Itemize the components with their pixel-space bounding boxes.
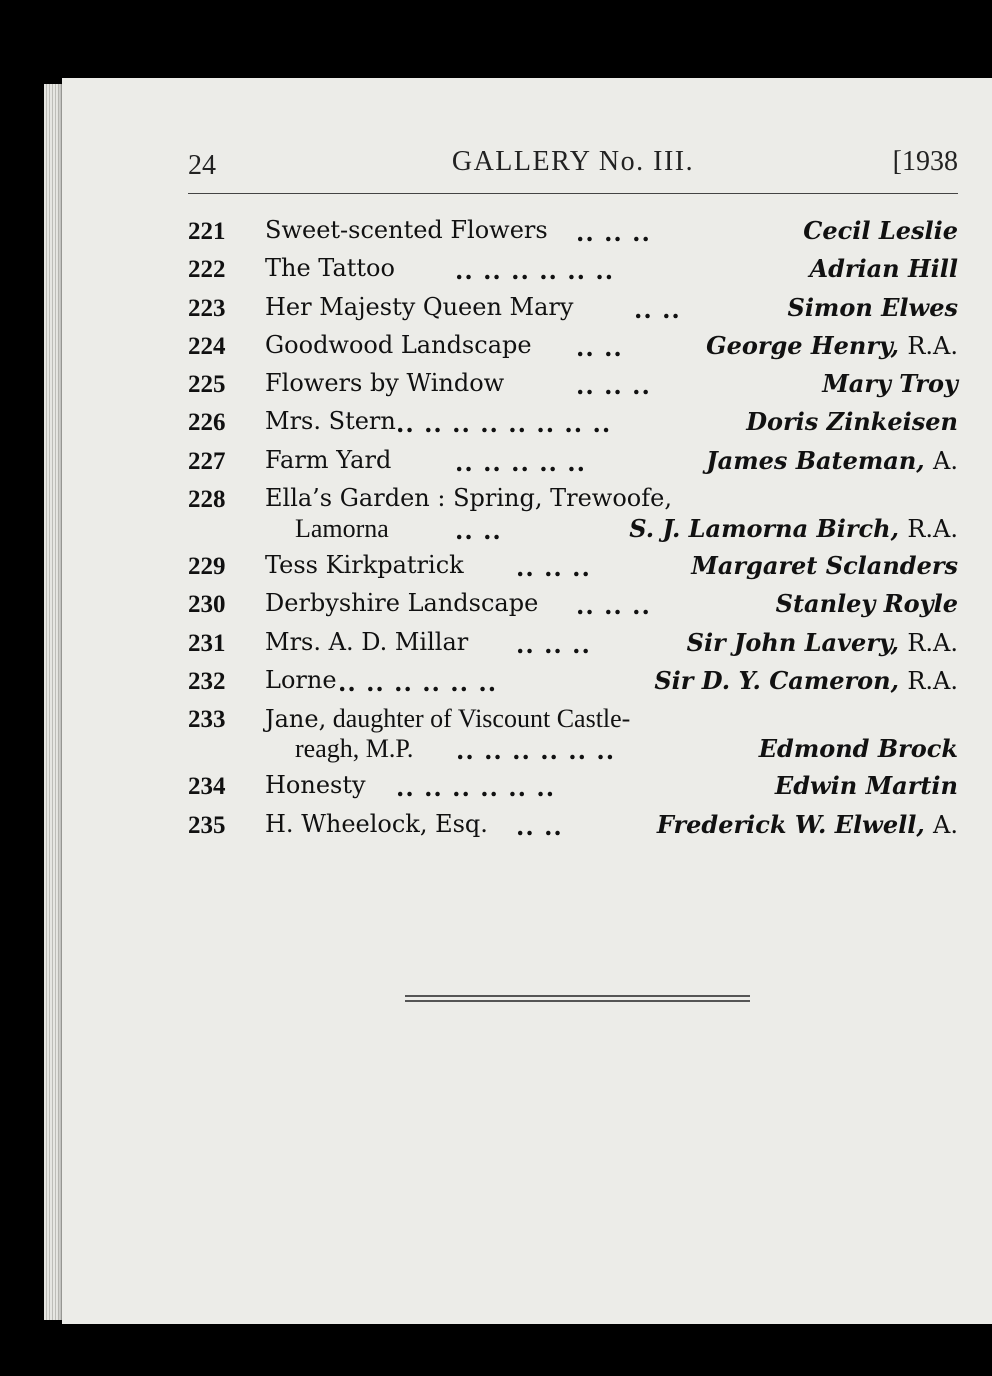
entry-artist bbox=[654, 666, 958, 695]
dot-leaders: .. .. .. .. .. .. bbox=[456, 736, 616, 766]
entry-number: 224 bbox=[188, 332, 226, 360]
entry-number: 221 bbox=[188, 218, 226, 245]
artist-name: Sir John Lavery, bbox=[686, 627, 899, 657]
artist-name: James Bateman, bbox=[706, 445, 925, 475]
entry-number: 231 bbox=[188, 629, 226, 657]
entry-title-lead: Jane, bbox=[265, 705, 327, 734]
dot-leaders: .. .. .. bbox=[576, 218, 651, 247]
dot-leaders: .. .. bbox=[576, 332, 623, 362]
artist-name: Edwin Martin bbox=[774, 771, 958, 801]
entry-artist bbox=[809, 254, 958, 283]
entry-number: 235 bbox=[188, 811, 226, 839]
entry-title: The Tattoo bbox=[265, 254, 395, 283]
entry-title: Goodwood Landscape bbox=[265, 330, 532, 359]
entry-number: 233 bbox=[188, 706, 226, 734]
artist-name: Stanley Royle bbox=[775, 589, 958, 619]
artist-name: Cecil Leslie bbox=[803, 216, 958, 245]
catalogue-entry bbox=[188, 628, 958, 666]
entry-number: 226 bbox=[188, 409, 226, 437]
entry-title-continuation: reagh, M.P. bbox=[295, 734, 414, 764]
entry-number: 228 bbox=[188, 486, 226, 514]
running-head bbox=[188, 146, 958, 186]
artist-rank: R.A. bbox=[907, 331, 958, 360]
entry-number: 229 bbox=[188, 553, 226, 581]
entry-number: 234 bbox=[188, 773, 226, 801]
entry-artist bbox=[775, 771, 958, 800]
entry-title: Ella’s Garden : Spring, Trewoofe, bbox=[265, 484, 672, 513]
entry-artist bbox=[759, 734, 958, 763]
entry-artist bbox=[691, 551, 958, 580]
entry-number: 222 bbox=[188, 256, 226, 284]
entry-title: Mrs. Stern bbox=[265, 407, 396, 436]
dot-leaders: .. .. .. bbox=[516, 553, 591, 583]
entry-number: 227 bbox=[188, 447, 226, 475]
entry-title: H. Wheelock, Esq. bbox=[265, 809, 488, 838]
artist-name: George Henry, bbox=[706, 330, 899, 360]
catalogue-entry bbox=[188, 704, 958, 771]
catalogue-entry bbox=[188, 666, 958, 704]
artist-name: Edmond Brock bbox=[758, 734, 958, 764]
catalogue-entry bbox=[188, 810, 958, 848]
gallery-title: GALLERY No. III. bbox=[451, 146, 695, 177]
entry-number: 230 bbox=[188, 591, 226, 619]
dot-leaders: .. .. .. .. .. .. bbox=[396, 773, 556, 803]
catalogue-entry bbox=[188, 589, 958, 627]
entry-title: Lorne bbox=[265, 665, 337, 694]
entry-artist bbox=[657, 810, 958, 839]
dot-leaders: .. .. .. .. .. .. bbox=[455, 256, 615, 286]
entry-artist bbox=[629, 514, 958, 543]
artist-name: Simon Elwes bbox=[787, 292, 958, 322]
artist-name: Adrian Hill bbox=[809, 254, 958, 284]
entry-title-rest: daughter of Viscount Castle- bbox=[326, 704, 631, 734]
entry-title: Farm Yard bbox=[265, 445, 392, 474]
artist-rank: R.A. bbox=[907, 666, 958, 695]
dot-leaders: .. .. .. bbox=[576, 591, 651, 621]
entry-number: 223 bbox=[188, 294, 226, 322]
header-rule bbox=[188, 193, 958, 194]
catalogue-entry bbox=[188, 293, 958, 331]
catalogue-entry bbox=[188, 771, 958, 809]
catalogue-entry bbox=[188, 551, 958, 589]
catalogue-entry bbox=[188, 407, 958, 445]
catalogue-entry bbox=[188, 484, 958, 551]
entry-title: Tess Kirkpatrick bbox=[265, 551, 464, 580]
artist-name: S. J. Lamorna Birch, bbox=[629, 514, 899, 544]
dot-leaders: .. .. .. .. .. bbox=[455, 447, 586, 477]
entry-artist bbox=[706, 331, 958, 360]
entry-artist bbox=[787, 293, 958, 322]
catalogue-entry bbox=[188, 369, 958, 407]
entry-title-continuation: Lamorna bbox=[295, 514, 389, 544]
closing-rule bbox=[405, 995, 750, 997]
entry-title: Her Majesty Queen Mary bbox=[265, 292, 574, 321]
catalogue-entry bbox=[188, 254, 958, 292]
entry-number: 232 bbox=[188, 667, 226, 695]
dot-leaders: .. .. bbox=[634, 294, 681, 324]
entry-artist bbox=[746, 407, 958, 436]
artist-rank: A. bbox=[933, 810, 958, 839]
page-number: 24 bbox=[188, 150, 216, 181]
catalogue-entry bbox=[188, 331, 958, 369]
entry-title: Honesty bbox=[265, 771, 366, 800]
entry-artist bbox=[687, 628, 958, 657]
dot-leaders: .. .. .. bbox=[576, 371, 651, 401]
entry-title bbox=[265, 704, 630, 734]
artist-name: Frederick W. Elwell, bbox=[656, 809, 925, 839]
catalogue-list bbox=[188, 216, 958, 848]
artist-name: Sir D. Y. Cameron, bbox=[654, 665, 899, 695]
entry-title: Mrs. A. D. Millar bbox=[265, 627, 469, 656]
entry-artist bbox=[822, 369, 958, 398]
artist-rank: A. bbox=[933, 446, 958, 475]
entry-title: Sweet-scented Flowers bbox=[265, 216, 548, 244]
closing-rule bbox=[405, 1000, 750, 1002]
artist-rank: R.A. bbox=[907, 515, 958, 544]
catalogue-entry bbox=[188, 446, 958, 484]
dot-leaders: .. .. .. .. .. .. .. .. bbox=[396, 409, 612, 439]
catalogue-entry bbox=[188, 216, 958, 254]
entry-number: 225 bbox=[188, 371, 226, 399]
artist-rank: R.A. bbox=[907, 628, 958, 657]
dot-leaders: .. .. bbox=[516, 811, 563, 841]
dot-leaders: .. .. .. bbox=[516, 629, 591, 659]
entry-artist bbox=[706, 446, 958, 475]
entry-title: Flowers by Window bbox=[265, 369, 505, 398]
artist-name: Margaret Sclanders bbox=[691, 551, 958, 581]
artist-name: Mary Troy bbox=[822, 369, 958, 399]
year: [1938 bbox=[892, 146, 958, 177]
entry-title: Derbyshire Landscape bbox=[265, 589, 539, 618]
dot-leaders: .. .. .. .. .. .. bbox=[338, 667, 498, 697]
artist-name: Doris Zinkeisen bbox=[746, 407, 958, 437]
dot-leaders: .. .. bbox=[455, 516, 502, 546]
entry-artist bbox=[776, 589, 958, 618]
entry-artist bbox=[803, 216, 958, 245]
